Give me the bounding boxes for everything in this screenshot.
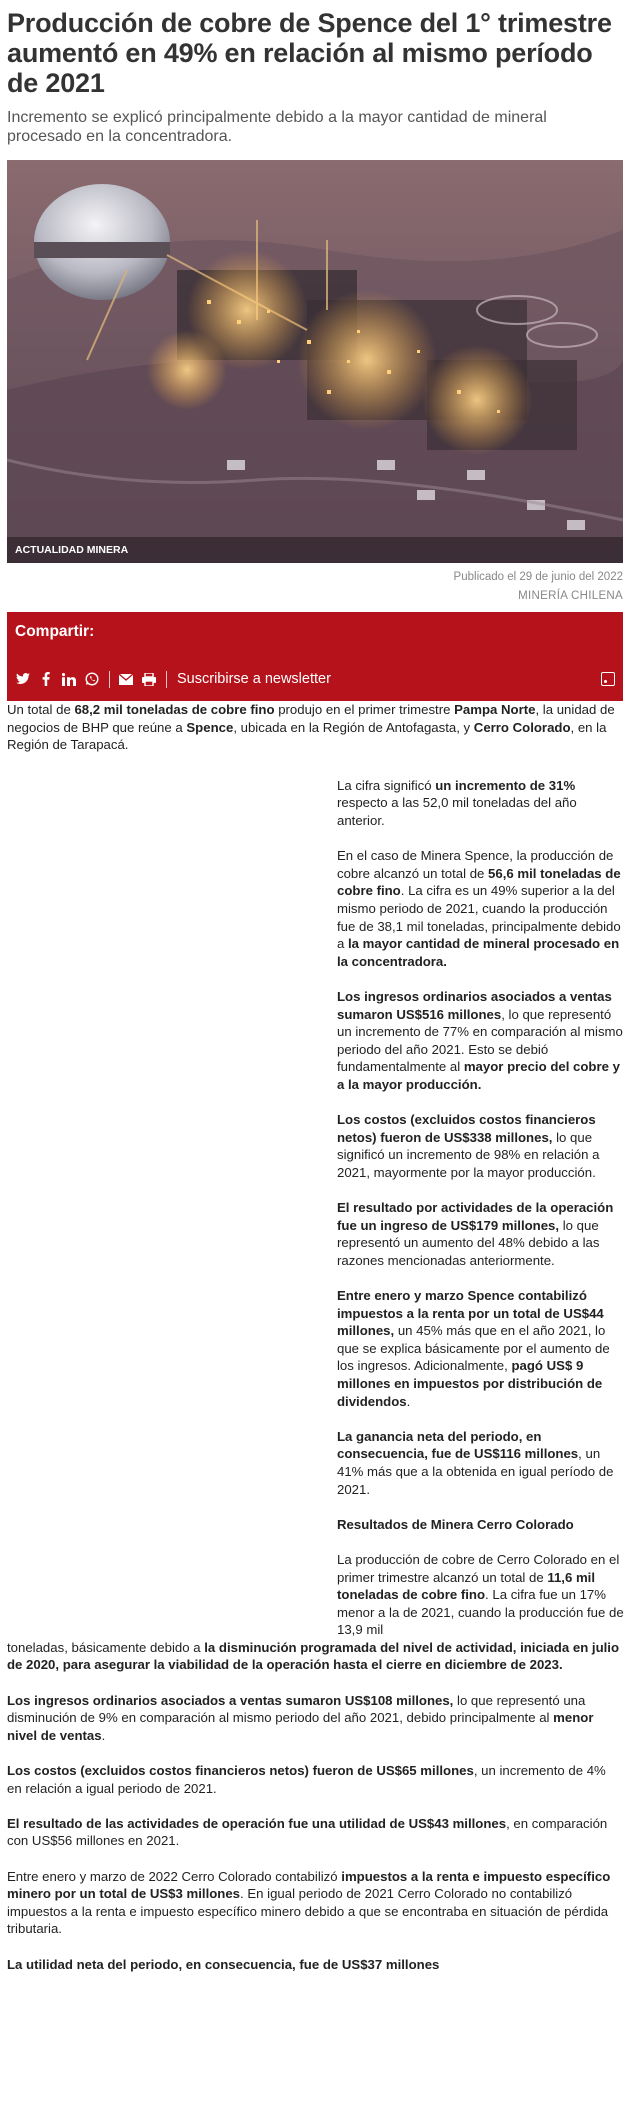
facebook-icon[interactable] [38,671,54,687]
share-title: Compartir: [15,623,95,640]
hero-image [7,160,623,563]
paragraph: El resultado de las actividades de operación fue una utilidad de US$43 millones, en comparación con US$56 millones en 2021. [7,1815,608,1849]
newsletter-link[interactable]: Suscribirse a newsletter [177,671,331,687]
paragraph: La ganancia neta del periodo, en consecuencia, fue de US$116 millones, un 41% más que a la obtenida en igual período de 2021. [337,1428,614,1497]
section-heading: Resultados de Minera Cerro Colorado [337,1516,574,1532]
publish-date: Publicado el 29 de junio del 2022 [453,571,623,583]
twitter-icon[interactable] [15,671,31,687]
paragraph: toneladas, básicamente debido a la disminución programada del nivel de actividad, iniciada en julio de 2020, para asegurar la viabilidad de la operación hasta el cierre en diciembre de 2023. [7,1639,620,1673]
paragraph: Los costos (excluidos costos financieros netos) fueron de US$338 millones, lo que significó un incremento de 98% en relación a 2021, mayormente por la mayor producción. [337,1112,600,1180]
email-icon[interactable] [118,671,134,687]
whatsapp-icon[interactable] [84,671,100,687]
paragraph: Los ingresos ordinarios asociados a ventas sumaron US$108 millones, lo que representó una disminución de 9% en comparación al mismo periodo del año 2021, debido principalmente al menor nivel de ventas. [7,1692,594,1743]
image-credit: ACTUALIDAD MINERA [7,537,623,563]
paragraph: Los ingresos ordinarios asociados a ventas sumaron US$516 millones, lo que representó un incremento de 77% en comparación al mismo periodo del año 2021. Esto se debió fundamentalmente al mayor precio del cobre y a la mayor producción. [337,988,623,1092]
share-separator [109,671,110,688]
source-label: MINERÍA CHILENA [518,590,623,602]
article-column [337,777,627,1639]
paragraph: Los costos (excluidos costos financieros netos) fueron de US$65 millones, un incremento de 4% en relación a igual periodo de 2021. [7,1763,606,1796]
print-icon[interactable] [141,671,157,687]
share-panel [7,612,623,701]
article-full-width [7,1639,623,1973]
article-title: Producción de cobre de Spence del 1° trimestre aumentó en 49% en relación al mismo período de 2021 [7,8,612,98]
paragraph: Entre enero y marzo Spence contabilizó impuestos a la renta por un total de US$44 millones, un 45% más que en el año 2021, lo que se explica básicamente por el aumento de los ingresos. Adicionalmente, pagó US$ 9 millones en impuestos por distribución de dividendos. [337,1288,610,1409]
paragraph-intro: Un total de 68,2 mil toneladas de cobre fino produjo en el primer trimestre Pampa Norte, la unidad de negocios de BHP que reúne a Spence, ubicada en la Región de Antofagasta, y Cerro Colorado, en la Región de Tarapacá. [7,702,615,753]
share-toolbar [15,669,615,689]
rss-icon[interactable] [601,672,615,686]
article-subtitle: Incremento se explicó principalmente debido a la mayor cantidad de mineral procesado en la concentradora. [7,109,547,145]
paragraph: La utilidad neta del periodo, en consecuencia, fue de US$37 millones [7,1956,440,1972]
paragraph: La cifra significó un incremento de 31% respecto a las 52,0 mil toneladas del año anterior. [337,777,577,828]
paragraph: La producción de cobre de Cerro Colorado en el primer trimestre alcanzó un total de 11,6 mil toneladas de cobre fino. La cifra fue un 17% menor a la de 2021, cuando la producción fue de 13,9 mil [337,1551,624,1638]
paragraph: En el caso de Minera Spence, la producción de cobre alcanzó un total de 56,6 mil toneladas de cobre fino. La cifra es un 49% superior a la del mismo periodo de 2021, cuando la producción fue de 38,1 mil toneladas, principalmente debido a la mayor cantidad de mineral procesado en la concentradora. [337,848,621,969]
mining-plant-illustration [7,160,623,563]
paragraph: Entre enero y marzo de 2022 Cerro Colorado contabilizó impuestos a la renta e impuesto específico minero por un total de US$3 millones. En igual periodo de 2021 Cerro Colorado no contabilizó impuestos a la renta e impuesto específico minero debido a que se encontraba en situación de pérdida tributaria. [7,1868,611,1937]
article-body [7,701,623,1973]
share-separator [166,671,167,688]
linkedin-icon[interactable] [61,671,77,687]
paragraph: El resultado por actividades de la operación fue un ingreso de US$179 millones, lo que representó un aumento del 48% debido a las razones mencionadas anteriormente. [337,1200,614,1268]
